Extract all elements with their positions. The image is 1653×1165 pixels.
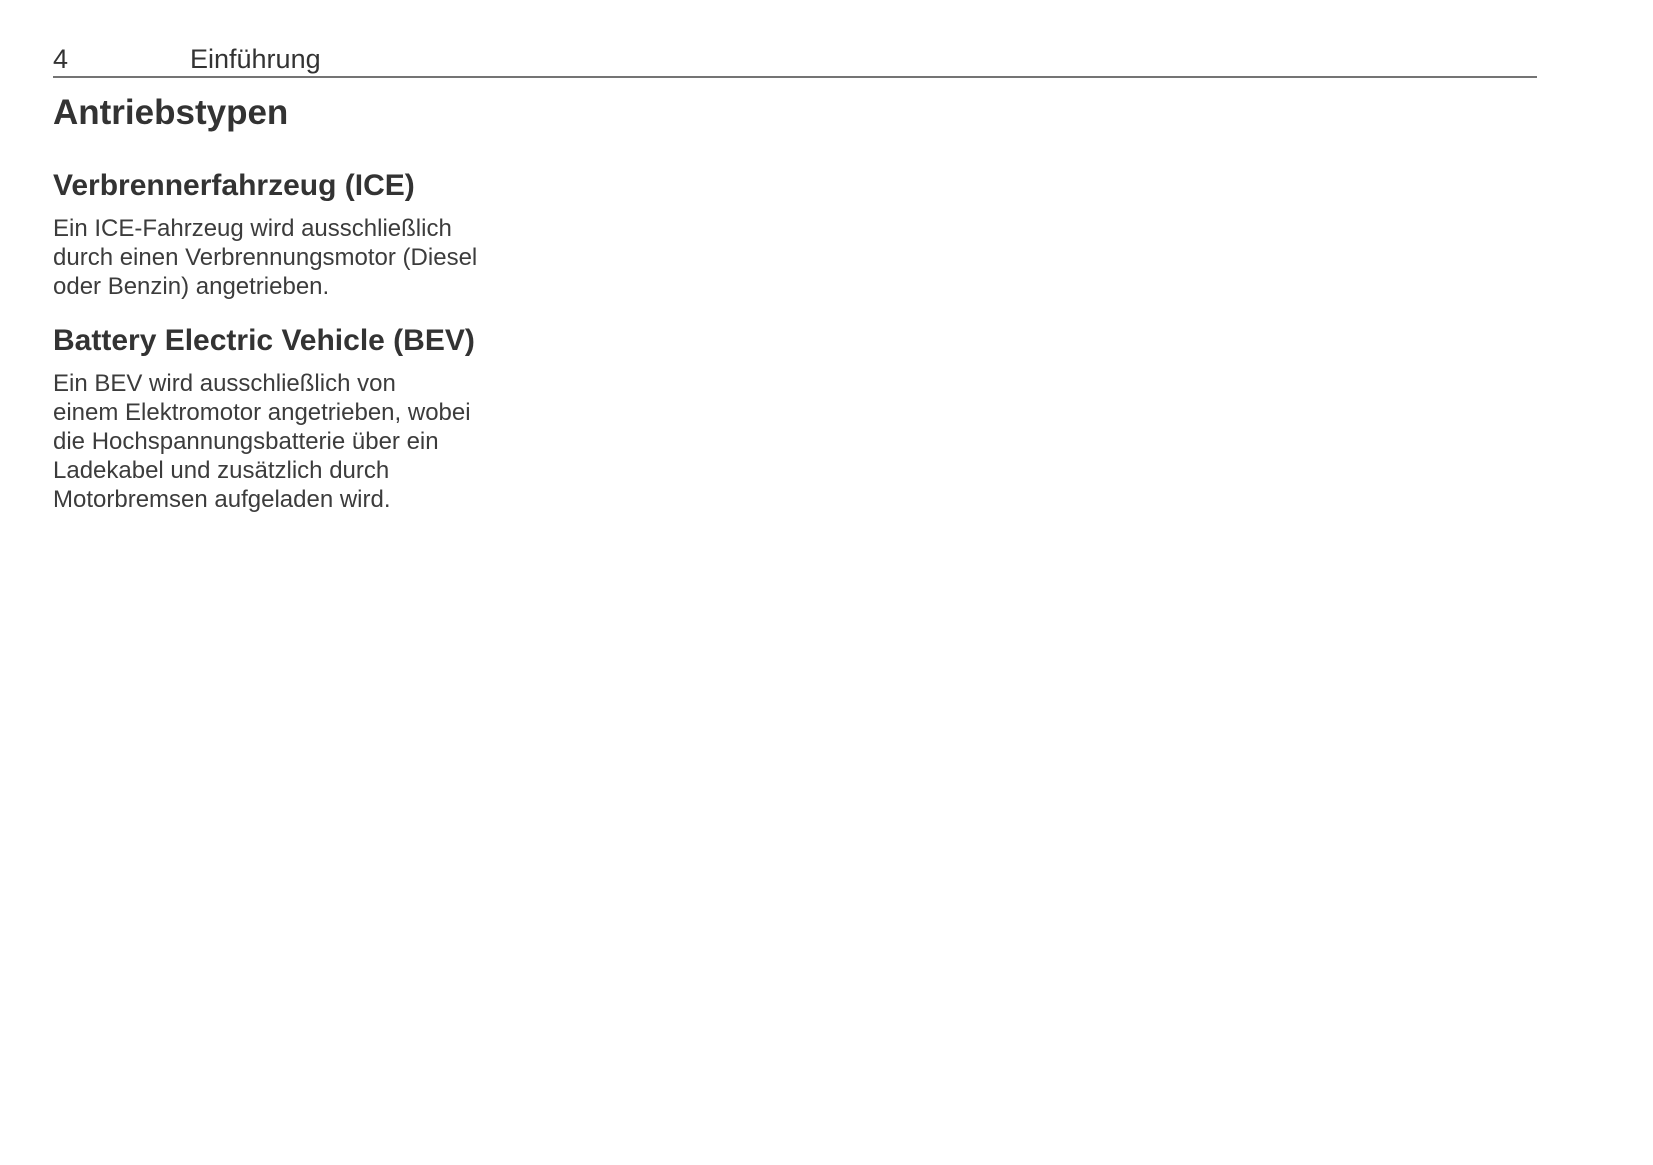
body-line: Ein BEV wird ausschließlich von [53, 370, 396, 397]
page-number: 4 [53, 44, 69, 74]
body-line: einem Elektromotor angetrieben, wobei [53, 399, 471, 426]
body-line: Ein ICE-Fahrzeug wird ausschließlich [53, 215, 452, 242]
body-line: Motorbremsen aufgeladen wird. [53, 486, 391, 513]
section-body-bev [53, 369, 553, 514]
section-heading-bev: Battery Electric Vehicle (BEV) [53, 324, 475, 357]
section-ice [53, 168, 553, 301]
body-line: Ladekabel und zusätzlich durch [53, 457, 390, 484]
body-line: oder Benzin) angetrieben. [53, 273, 330, 300]
page-title: Antriebstypen [53, 93, 289, 132]
page-header [53, 44, 321, 75]
body-line: die Hochspannungsbatterie über ein [53, 428, 439, 455]
section-heading-ice: Verbrennerfahrzeug (ICE) [53, 169, 415, 202]
chapter-title: Einführung [190, 44, 321, 74]
section-body-ice [53, 214, 553, 301]
header-rule [53, 76, 1537, 78]
body-line: durch einen Verbrennungsmotor (Diesel [53, 244, 478, 271]
section-bev [53, 323, 553, 514]
